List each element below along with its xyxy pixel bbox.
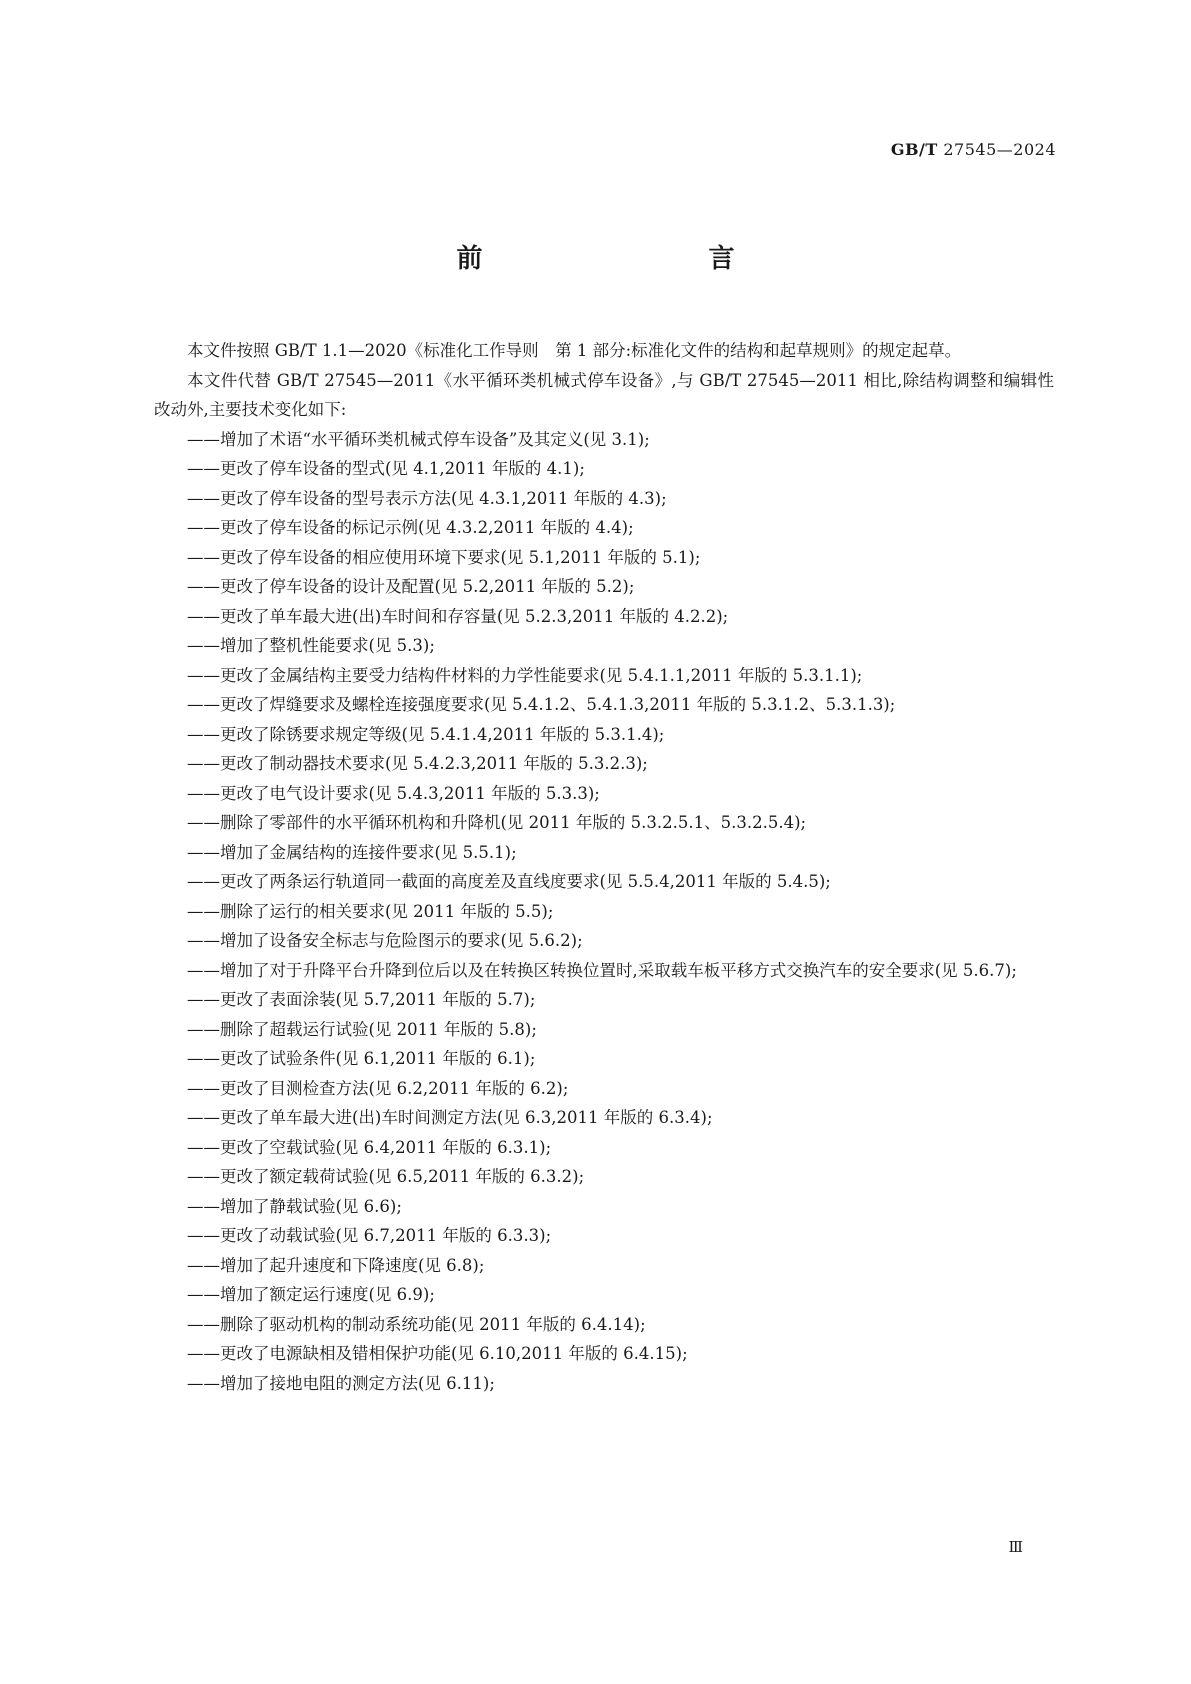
- change-item: ——更改了试验条件(见 6.1,2011 年版的 6.1);: [187, 1049, 536, 1068]
- change-item: ——更改了单车最大进(出)车时间和存容量(见 5.2.3,2011 年版的 4.2.2);: [187, 606, 729, 626]
- change-item: ——更改了制动器技术要求(见 5.4.2.3,2011 年版的 5.3.2.3);: [187, 754, 648, 773]
- change-item: ——增加了金属结构的连接件要求(见 5.5.1);: [187, 842, 517, 862]
- page-number: Ⅲ: [1008, 1538, 1023, 1556]
- change-item: ——更改了表面涂装(见 5.7,2011 年版的 5.7);: [187, 990, 536, 1009]
- change-item: ——更改了金属结构主要受力结构件材料的力学性能要求(见 5.4.1.1,2011 年版的 5.3.1.1);: [187, 665, 863, 685]
- change-item: ——增加了设备安全标志与危险图示的要求(见 5.6.2);: [187, 931, 583, 950]
- change-item: ——更改了两条运行轨道同一截面的高度差及直线度要求(见 5.5.4,2011 年版的 5.4.5);: [187, 872, 831, 891]
- change-item: ——增加了起升速度和下降速度(见 6.8);: [187, 1255, 485, 1275]
- change-item: ——更改了停车设备的相应使用环境下要求(见 5.1,2011 年版的 5.1);: [187, 547, 701, 567]
- change-item: ——更改了额定载荷试验(见 6.5,2011 年版的 6.3.2);: [187, 1167, 585, 1186]
- document-body: [154, 336, 1054, 1398]
- change-item: ——更改了电气设计要求(见 5.4.3,2011 年版的 5.3.3);: [187, 783, 600, 803]
- change-list: [154, 425, 1054, 1399]
- change-item: ——更改了焊缝要求及螺栓连接强度要求(见 5.4.1.2、5.4.1.3,2011 年版的 5.3.1.2、5.3.1.3);: [187, 695, 896, 714]
- change-item: ——增加了接地电阻的测定方法(见 6.11);: [187, 1373, 495, 1393]
- change-item: ——更改了停车设备的型号表示方法(见 4.3.1,2011 年版的 4.3);: [187, 488, 667, 508]
- change-item: ——更改了电源缺相及错相保护功能(见 6.10,2011 年版的 6.4.15);: [187, 1344, 688, 1363]
- change-item: ——更改了单车最大进(出)车时间测定方法(见 6.3,2011 年版的 6.3.4);: [187, 1108, 713, 1127]
- change-item: ——增加了整机性能要求(见 5.3);: [187, 636, 435, 655]
- change-item: ——更改了空载试验(见 6.4,2011 年版的 6.3.1);: [187, 1137, 552, 1157]
- change-item: ——更改了除锈要求规定等级(见 5.4.1.4,2011 年版的 5.3.1.4);: [187, 724, 665, 744]
- standard-code: [891, 140, 1056, 159]
- change-item: ——更改了停车设备的设计及配置(见 5.2,2011 年版的 5.2);: [187, 577, 635, 596]
- standard-prefix: GB/T: [890, 140, 938, 159]
- change-item: ——更改了目测检查方法(见 6.2,2011 年版的 6.2);: [187, 1078, 569, 1098]
- change-item: ——删除了超载运行试验(见 2011 年版的 5.8);: [187, 1019, 537, 1039]
- page-title: 前 言: [456, 244, 793, 274]
- change-item: ——更改了停车设备的标记示例(见 4.3.2,2011 年版的 4.4);: [187, 518, 634, 537]
- change-item: ——更改了停车设备的型式(见 4.1,2011 年版的 4.1);: [187, 459, 585, 478]
- change-item: ——删除了零部件的水平循环机构和升降机(见 2011 年版的 5.3.2.5.1、5.3.2.5.4);: [187, 813, 807, 832]
- change-item: ——删除了驱动机构的制动系统功能(见 2011 年版的 6.4.14);: [187, 1314, 646, 1334]
- standard-number: 27545—2024: [943, 140, 1056, 159]
- change-item: ——增加了额定运行速度(见 6.9);: [187, 1285, 435, 1304]
- change-item: ——增加了对于升降平台升降到位后以及在转换区转换位置时,采取载车板平移方式交换汽车的安全要求(见 5.6.7);: [187, 960, 1017, 980]
- paragraph-drafting-rules: 本文件按照 GB/T 1.1—2020《标准化工作导则 第 1 部分:标准化文件的结构和起草规则》的规定起草。: [187, 341, 962, 360]
- change-item: ——删除了运行的相关要求(见 2011 年版的 5.5);: [187, 901, 554, 921]
- change-item: ——更改了动载试验(见 6.7,2011 年版的 6.3.3);: [187, 1226, 552, 1245]
- change-item: ——增加了静载试验(见 6.6);: [187, 1196, 402, 1216]
- paragraph-replacement: 本文件代替 GB/T 27545—2011《水平循环类机械式停车设备》,与 GB/T 27545—2011 相比,除结构调整和编辑性改动外,主要技术变化如下:: [154, 370, 1054, 419]
- change-item: ——增加了术语“水平循环类机械式停车设备”及其定义(见 3.1);: [187, 429, 650, 449]
